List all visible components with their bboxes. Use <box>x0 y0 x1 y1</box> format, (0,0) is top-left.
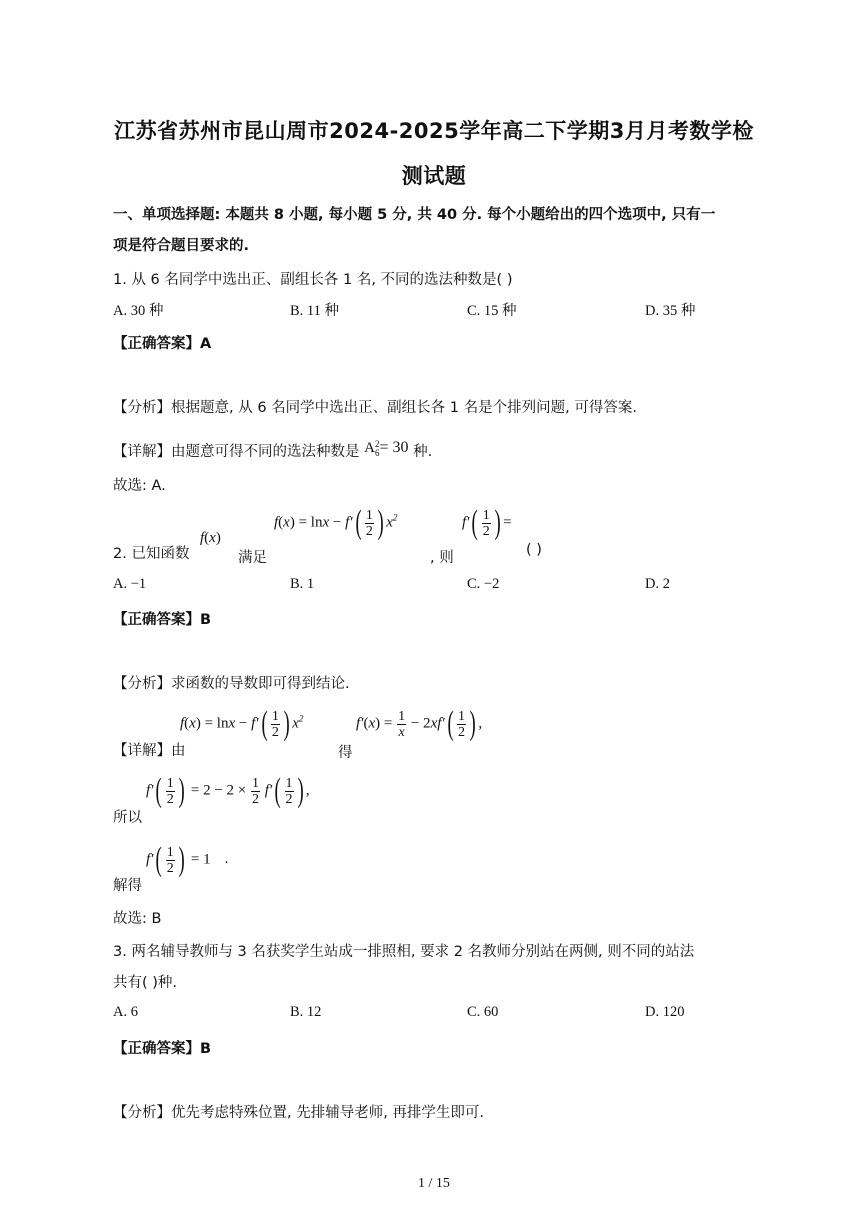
q2-detail-de: 得 <box>338 745 353 761</box>
q2-option-d: D. 2 <box>645 576 670 592</box>
q3-answer: 【正确答案】B <box>113 1041 212 1057</box>
q3-option-a: A. 6 <box>113 1004 138 1020</box>
q2-solve-formula: f′( $\frac{1}{2}$ ) = 1 . <box>146 841 229 878</box>
q3-option-b: B. 12 <box>290 1004 322 1020</box>
q2-analysis: 【分析】求函数的导数即可得到结论. <box>113 676 350 692</box>
q1-option-b: B. 11 种 <box>290 303 340 319</box>
q2-func-fx: f(x) <box>200 530 221 546</box>
q1-option-d: D. 35 种 <box>645 303 696 319</box>
q3-stem-line1: 3. 两名辅导教师与 3 名获奖学生站成一排照相, 要求 2 名教师分别站在两侧, 则不同的站法 <box>113 944 695 960</box>
q2-stem-blank: ( ) <box>526 542 542 558</box>
q1-detail-label: 【详解】由题意可得不同的选法种数是 <box>113 444 360 460</box>
q2-so-formula: f′( $\frac{1}{2}$ ) = 2 − 2 × $\frac{1}{2}$ f′( $\frac{1}{2}$ ) , <box>146 772 310 809</box>
q2-stem-prefix: 2. 已知函数 <box>113 546 190 562</box>
q3-option-c: C. 60 <box>467 1004 499 1020</box>
q3-option-d: D. 120 <box>645 1004 685 1020</box>
q1-stem: 1. 从 6 名同学中选出正、副组长各 1 名, 不同的选法种数是( ) <box>113 272 513 288</box>
q2-option-c: C. −2 <box>467 576 500 592</box>
section-header: 一、单项选择题: 本题共 8 小题, 每小题 5 分, 共 40 分. 每个小题给出的四个选项中, 只有一 <box>113 207 716 223</box>
q2-detail-label: 【详解】由 <box>113 743 186 759</box>
doc-title-line1: 江苏省苏州市昆山周市2024-2025学年高二下学期3月月考数学检 <box>114 119 754 143</box>
q2-stem-then: , 则 <box>430 550 454 566</box>
q2-conclusion: 故选: B <box>113 911 162 927</box>
q2-option-b: B. 1 <box>290 576 315 592</box>
q1-conclusion: 故选: A. <box>113 478 166 494</box>
q2-target-formula: f′( $\frac{1}{2}$ ) = <box>462 504 512 541</box>
q2-detail-formula2: f′(x) = $\frac{1}{x}$ − 2xf′( $\frac{1}{2}$ ) , <box>356 705 483 742</box>
q1-option-c: C. 15 种 <box>467 303 517 319</box>
q3-analysis: 【分析】优先考虑特殊位置, 先排辅导老师, 再排学生即可. <box>113 1105 485 1121</box>
q1-detail <box>113 440 432 462</box>
q2-answer: 【正确答案】B <box>113 612 212 628</box>
q2-option-a: A. −1 <box>113 576 147 592</box>
q2-stem-mid: 满足 <box>238 550 267 566</box>
section-header-cont: 项是符合题目要求的. <box>113 238 250 254</box>
q2-solve-label: 解得 <box>113 878 142 894</box>
q2-detail-formula1: f(x) = lnx − f′( $\frac{1}{2}$ ) $x^2$ <box>180 705 304 742</box>
q1-analysis: 【分析】根据题意, 从 6 名同学中选出正、副组长各 1 名是个排列问题, 可得答案. <box>113 400 637 416</box>
q3-stem-line2: 共有( )种. <box>113 975 178 991</box>
page-number: 1 / 15 <box>418 1176 450 1191</box>
q1-answer: 【正确答案】A <box>113 336 212 352</box>
q1-detail-math: A 2 6 = 30 <box>364 438 409 458</box>
q1-option-a: A. 30 种 <box>113 303 164 319</box>
q1-detail-unit: 种. <box>413 444 433 460</box>
q2-so-label: 所以 <box>113 810 142 826</box>
q2-condition-formula: f(x) = lnx − f′( $\frac{1}{2}$ ) $x^2$ <box>274 504 398 541</box>
doc-title-line2: 测试题 <box>401 164 467 188</box>
